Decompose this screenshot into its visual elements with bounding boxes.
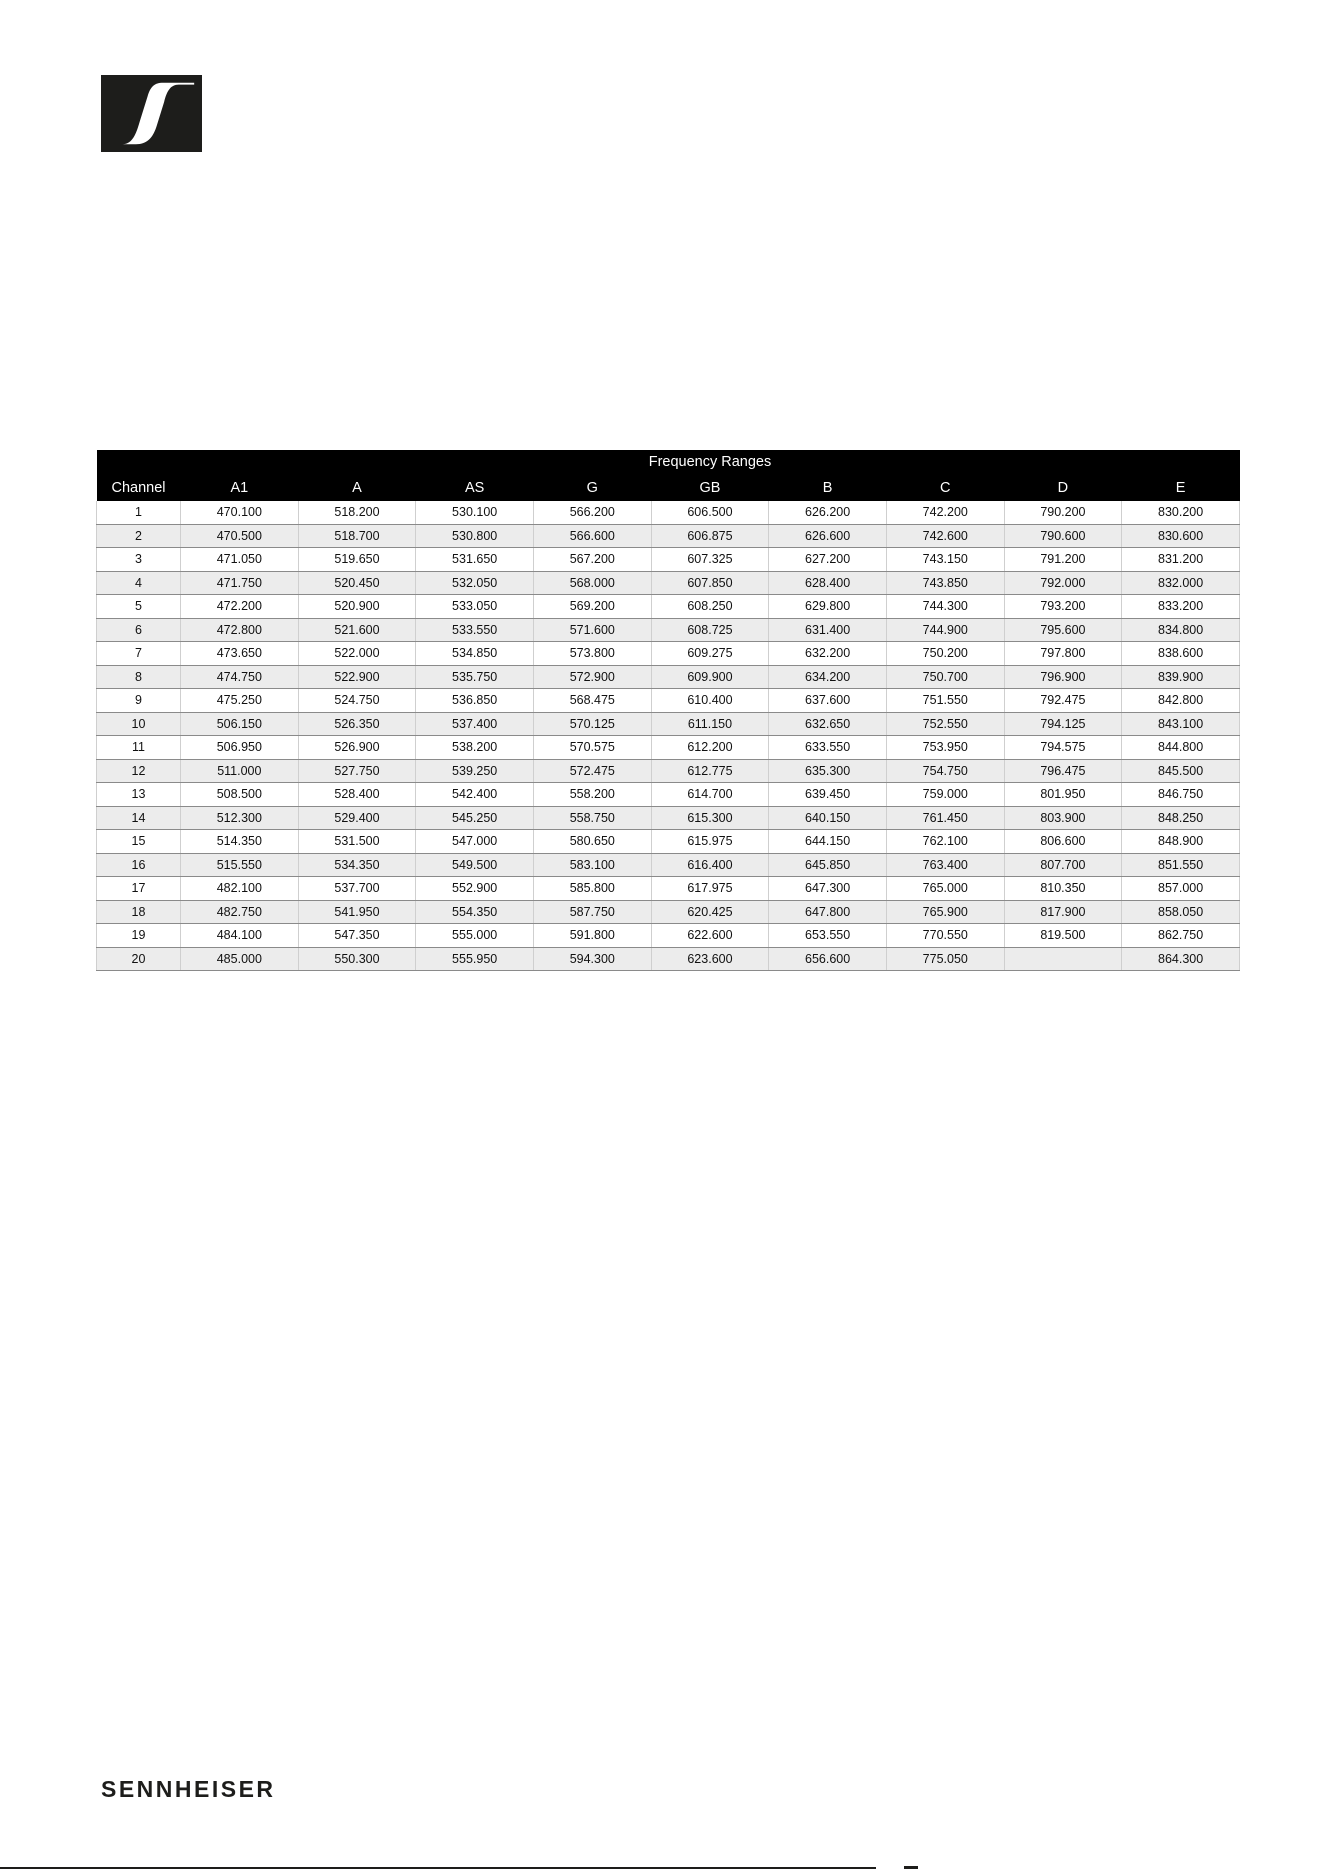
frequency-cell: 585.800 xyxy=(533,877,651,901)
frequency-cell: 506.150 xyxy=(181,712,299,736)
frequency-cell: 834.800 xyxy=(1122,618,1240,642)
frequency-cell: 848.250 xyxy=(1122,806,1240,830)
table-row xyxy=(97,877,1240,901)
frequency-cell: 637.600 xyxy=(769,689,887,713)
table-row xyxy=(97,524,1240,548)
frequency-cell: 609.900 xyxy=(651,665,769,689)
table-row xyxy=(97,595,1240,619)
channel-cell: 20 xyxy=(97,947,181,971)
frequency-cell: 522.000 xyxy=(298,642,416,666)
frequency-cell: 627.200 xyxy=(769,548,887,572)
frequency-cell: 580.650 xyxy=(533,830,651,854)
footer-page-marker xyxy=(904,1866,918,1869)
frequency-cell: 743.850 xyxy=(886,571,1004,595)
frequency-cell: 858.050 xyxy=(1122,900,1240,924)
frequency-cell: 617.975 xyxy=(651,877,769,901)
frequency-cell: 762.100 xyxy=(886,830,1004,854)
frequency-cell: 530.800 xyxy=(416,524,534,548)
channel-header-spacer xyxy=(97,450,181,474)
frequency-cell: 535.750 xyxy=(416,665,534,689)
frequency-cell: 765.900 xyxy=(886,900,1004,924)
frequency-cell: 819.500 xyxy=(1004,924,1122,948)
table-row xyxy=(97,947,1240,971)
frequency-cell: 545.250 xyxy=(416,806,534,830)
frequency-cell: 470.100 xyxy=(181,501,299,524)
frequency-cell: 626.200 xyxy=(769,501,887,524)
channel-cell: 13 xyxy=(97,783,181,807)
frequency-cell: 792.000 xyxy=(1004,571,1122,595)
frequency-cell: 521.600 xyxy=(298,618,416,642)
frequency-cell: 807.700 xyxy=(1004,853,1122,877)
frequency-cell: 640.150 xyxy=(769,806,887,830)
frequency-cell: 796.900 xyxy=(1004,665,1122,689)
frequency-cell: 793.200 xyxy=(1004,595,1122,619)
frequency-cell: 839.900 xyxy=(1122,665,1240,689)
frequency-cell: 611.150 xyxy=(651,712,769,736)
frequency-cell: 526.900 xyxy=(298,736,416,760)
frequency-cell: 608.250 xyxy=(651,595,769,619)
frequency-cell: 529.400 xyxy=(298,806,416,830)
frequency-cell: 539.250 xyxy=(416,759,534,783)
frequency-cell: 844.800 xyxy=(1122,736,1240,760)
frequency-cell: 472.800 xyxy=(181,618,299,642)
table-row xyxy=(97,689,1240,713)
frequency-cell: 550.300 xyxy=(298,947,416,971)
frequency-cell: 830.200 xyxy=(1122,501,1240,524)
channel-cell: 2 xyxy=(97,524,181,548)
frequency-cell: 610.400 xyxy=(651,689,769,713)
frequency-cell: 615.300 xyxy=(651,806,769,830)
frequency-cell: 547.350 xyxy=(298,924,416,948)
table-row xyxy=(97,642,1240,666)
frequency-cell: 846.750 xyxy=(1122,783,1240,807)
frequency-cell: 848.900 xyxy=(1122,830,1240,854)
frequency-cell: 752.550 xyxy=(886,712,1004,736)
frequency-cell: 524.750 xyxy=(298,689,416,713)
frequency-cell: 615.975 xyxy=(651,830,769,854)
frequency-cell: 761.450 xyxy=(886,806,1004,830)
table-row xyxy=(97,736,1240,760)
frequency-cell: 527.750 xyxy=(298,759,416,783)
frequency-cell: 568.000 xyxy=(533,571,651,595)
frequency-cell: 622.600 xyxy=(651,924,769,948)
frequency-cell: 743.150 xyxy=(886,548,1004,572)
frequency-cell: 471.750 xyxy=(181,571,299,595)
channel-cell: 9 xyxy=(97,689,181,713)
frequency-cell: 790.600 xyxy=(1004,524,1122,548)
table-row xyxy=(97,853,1240,877)
table-row xyxy=(97,783,1240,807)
frequency-cell: 792.475 xyxy=(1004,689,1122,713)
frequency-cell: 633.550 xyxy=(769,736,887,760)
frequency-cell: 750.700 xyxy=(886,665,1004,689)
channel-cell: 7 xyxy=(97,642,181,666)
frequency-cell: 572.900 xyxy=(533,665,651,689)
frequency-cell: 566.600 xyxy=(533,524,651,548)
table-row xyxy=(97,900,1240,924)
frequency-cell: 532.050 xyxy=(416,571,534,595)
frequency-cell: 506.950 xyxy=(181,736,299,760)
frequency-cell: 558.750 xyxy=(533,806,651,830)
frequency-cell: 620.425 xyxy=(651,900,769,924)
table-row xyxy=(97,924,1240,948)
frequency-cell: 653.550 xyxy=(769,924,887,948)
frequency-cell: 538.200 xyxy=(416,736,534,760)
frequency-cell: 515.550 xyxy=(181,853,299,877)
frequency-cell: 842.800 xyxy=(1122,689,1240,713)
frequency-cell: 864.300 xyxy=(1122,947,1240,971)
frequency-cell: 626.600 xyxy=(769,524,887,548)
frequency-cell: 520.900 xyxy=(298,595,416,619)
frequency-cell: 612.200 xyxy=(651,736,769,760)
frequency-cell: 831.200 xyxy=(1122,548,1240,572)
table-row xyxy=(97,548,1240,572)
range-column-header: G xyxy=(533,474,651,501)
frequency-cell: 547.000 xyxy=(416,830,534,854)
frequency-cell: 629.800 xyxy=(769,595,887,619)
footer-divider xyxy=(0,1867,876,1869)
channel-cell: 4 xyxy=(97,571,181,595)
frequency-cell: 554.350 xyxy=(416,900,534,924)
frequency-cell: 796.475 xyxy=(1004,759,1122,783)
frequency-cell: 612.775 xyxy=(651,759,769,783)
channel-cell: 18 xyxy=(97,900,181,924)
frequency-cell: 520.450 xyxy=(298,571,416,595)
frequency-cell: 552.900 xyxy=(416,877,534,901)
frequency-cell: 508.500 xyxy=(181,783,299,807)
frequency-cell: 609.275 xyxy=(651,642,769,666)
frequency-cell: 558.200 xyxy=(533,783,651,807)
frequency-cell: 851.550 xyxy=(1122,853,1240,877)
frequency-cell: 526.350 xyxy=(298,712,416,736)
table-row xyxy=(97,712,1240,736)
frequency-cell: 770.550 xyxy=(886,924,1004,948)
channel-cell: 17 xyxy=(97,877,181,901)
range-column-header: E xyxy=(1122,474,1240,501)
frequency-cell: 742.200 xyxy=(886,501,1004,524)
frequency-cell: 533.550 xyxy=(416,618,534,642)
frequency-cell: 473.650 xyxy=(181,642,299,666)
frequency-cell: 555.950 xyxy=(416,947,534,971)
frequency-cell: 753.950 xyxy=(886,736,1004,760)
table-row xyxy=(97,806,1240,830)
frequency-cell: 583.100 xyxy=(533,853,651,877)
channel-cell: 14 xyxy=(97,806,181,830)
channel-cell: 16 xyxy=(97,853,181,877)
table-row xyxy=(97,571,1240,595)
brand-wordmark: SENNHEISER xyxy=(101,1776,276,1802)
frequency-cell: 512.300 xyxy=(181,806,299,830)
channel-cell: 12 xyxy=(97,759,181,783)
channel-cell: 11 xyxy=(97,736,181,760)
frequency-table xyxy=(96,450,1240,971)
frequency-cell: 569.200 xyxy=(533,595,651,619)
frequency-cell: 806.600 xyxy=(1004,830,1122,854)
frequency-cell: 759.000 xyxy=(886,783,1004,807)
frequency-cell: 801.950 xyxy=(1004,783,1122,807)
frequency-cell: 830.600 xyxy=(1122,524,1240,548)
table-row xyxy=(97,759,1240,783)
frequency-cell: 843.100 xyxy=(1122,712,1240,736)
frequency-cell: 632.650 xyxy=(769,712,887,736)
range-column-header: D xyxy=(1004,474,1122,501)
frequency-cell: 474.750 xyxy=(181,665,299,689)
frequency-cell: 775.050 xyxy=(886,947,1004,971)
frequency-cell: 857.000 xyxy=(1122,877,1240,901)
frequency-cell: 518.200 xyxy=(298,501,416,524)
frequency-cell: 634.200 xyxy=(769,665,887,689)
frequency-cell: 656.600 xyxy=(769,947,887,971)
frequency-cell: 533.050 xyxy=(416,595,534,619)
channel-cell: 1 xyxy=(97,501,181,524)
frequency-cell: 518.700 xyxy=(298,524,416,548)
frequency-cell: 566.200 xyxy=(533,501,651,524)
range-column-header: AS xyxy=(416,474,534,501)
frequency-cell: 570.575 xyxy=(533,736,651,760)
frequency-cell: 519.650 xyxy=(298,548,416,572)
frequency-cell: 511.000 xyxy=(181,759,299,783)
frequency-cell: 568.475 xyxy=(533,689,651,713)
frequency-cell: 639.450 xyxy=(769,783,887,807)
table-row xyxy=(97,665,1240,689)
channel-cell: 15 xyxy=(97,830,181,854)
frequency-cell: 570.125 xyxy=(533,712,651,736)
frequency-cell: 644.150 xyxy=(769,830,887,854)
frequency-cell: 623.600 xyxy=(651,947,769,971)
frequency-cell: 750.200 xyxy=(886,642,1004,666)
frequency-cell: 482.100 xyxy=(181,877,299,901)
channel-cell: 3 xyxy=(97,548,181,572)
frequency-cell: 635.300 xyxy=(769,759,887,783)
frequency-cell: 608.725 xyxy=(651,618,769,642)
frequency-cell: 742.600 xyxy=(886,524,1004,548)
frequency-cell: 534.850 xyxy=(416,642,534,666)
frequency-cell: 862.750 xyxy=(1122,924,1240,948)
table-body xyxy=(97,501,1240,971)
frequency-cell: 485.000 xyxy=(181,947,299,971)
frequency-cell: 833.200 xyxy=(1122,595,1240,619)
frequency-cell: 832.000 xyxy=(1122,571,1240,595)
frequency-cell: 606.875 xyxy=(651,524,769,548)
frequency-cell: 791.200 xyxy=(1004,548,1122,572)
frequency-cell: 573.800 xyxy=(533,642,651,666)
frequency-cell: 531.500 xyxy=(298,830,416,854)
frequency-cell: 751.550 xyxy=(886,689,1004,713)
frequency-cell: 537.700 xyxy=(298,877,416,901)
frequency-cell: 810.350 xyxy=(1004,877,1122,901)
frequency-cell: 790.200 xyxy=(1004,501,1122,524)
frequency-cell: 631.400 xyxy=(769,618,887,642)
frequency-cell: 795.600 xyxy=(1004,618,1122,642)
range-column-header: C xyxy=(886,474,1004,501)
channel-column-header: Channel xyxy=(97,474,181,501)
frequency-cell: 572.475 xyxy=(533,759,651,783)
table-row xyxy=(97,501,1240,524)
frequency-cell: 528.400 xyxy=(298,783,416,807)
range-column-header: A1 xyxy=(181,474,299,501)
frequency-cell: 607.325 xyxy=(651,548,769,572)
frequency-cell: 614.700 xyxy=(651,783,769,807)
frequency-cell: 471.050 xyxy=(181,548,299,572)
frequency-cell: 530.100 xyxy=(416,501,534,524)
frequency-cell: 744.300 xyxy=(886,595,1004,619)
frequency-cell: 472.200 xyxy=(181,595,299,619)
frequency-cell: 482.750 xyxy=(181,900,299,924)
range-column-header: A xyxy=(298,474,416,501)
frequency-cell: 794.575 xyxy=(1004,736,1122,760)
table-row xyxy=(97,618,1240,642)
frequency-cell: 470.500 xyxy=(181,524,299,548)
frequency-cell: 531.650 xyxy=(416,548,534,572)
table-row xyxy=(97,830,1240,854)
frequency-cell: 591.800 xyxy=(533,924,651,948)
frequency-cell: 797.800 xyxy=(1004,642,1122,666)
frequency-cell: 606.500 xyxy=(651,501,769,524)
sennheiser-logo-icon xyxy=(101,75,202,152)
frequency-cell: 803.900 xyxy=(1004,806,1122,830)
frequency-ranges-header: Frequency Ranges xyxy=(181,450,1240,474)
frequency-cell: 549.500 xyxy=(416,853,534,877)
frequency-cell: 817.900 xyxy=(1004,900,1122,924)
frequency-cell: 541.950 xyxy=(298,900,416,924)
frequency-cell: 522.900 xyxy=(298,665,416,689)
frequency-cell: 571.600 xyxy=(533,618,651,642)
frequency-cell: 514.350 xyxy=(181,830,299,854)
frequency-cell: 845.500 xyxy=(1122,759,1240,783)
frequency-cell: 534.350 xyxy=(298,853,416,877)
frequency-cell: 536.850 xyxy=(416,689,534,713)
frequency-cell: 744.900 xyxy=(886,618,1004,642)
channel-cell: 19 xyxy=(97,924,181,948)
frequency-cell: 632.200 xyxy=(769,642,887,666)
frequency-cell: 607.850 xyxy=(651,571,769,595)
frequency-cell: 555.000 xyxy=(416,924,534,948)
frequency-cell: 794.125 xyxy=(1004,712,1122,736)
frequency-cell: 616.400 xyxy=(651,853,769,877)
frequency-cell: 838.600 xyxy=(1122,642,1240,666)
frequency-cell: 647.300 xyxy=(769,877,887,901)
frequency-cell: 763.400 xyxy=(886,853,1004,877)
frequency-table-container xyxy=(96,450,1240,971)
channel-cell: 10 xyxy=(97,712,181,736)
frequency-cell xyxy=(1004,947,1122,971)
frequency-cell: 484.100 xyxy=(181,924,299,948)
frequency-cell: 645.850 xyxy=(769,853,887,877)
channel-cell: 8 xyxy=(97,665,181,689)
frequency-cell: 475.250 xyxy=(181,689,299,713)
frequency-cell: 587.750 xyxy=(533,900,651,924)
range-column-header: GB xyxy=(651,474,769,501)
frequency-cell: 647.800 xyxy=(769,900,887,924)
channel-cell: 6 xyxy=(97,618,181,642)
frequency-cell: 537.400 xyxy=(416,712,534,736)
range-column-header: B xyxy=(769,474,887,501)
frequency-cell: 594.300 xyxy=(533,947,651,971)
frequency-cell: 765.000 xyxy=(886,877,1004,901)
frequency-cell: 567.200 xyxy=(533,548,651,572)
frequency-cell: 754.750 xyxy=(886,759,1004,783)
frequency-cell: 628.400 xyxy=(769,571,887,595)
channel-cell: 5 xyxy=(97,595,181,619)
frequency-cell: 542.400 xyxy=(416,783,534,807)
